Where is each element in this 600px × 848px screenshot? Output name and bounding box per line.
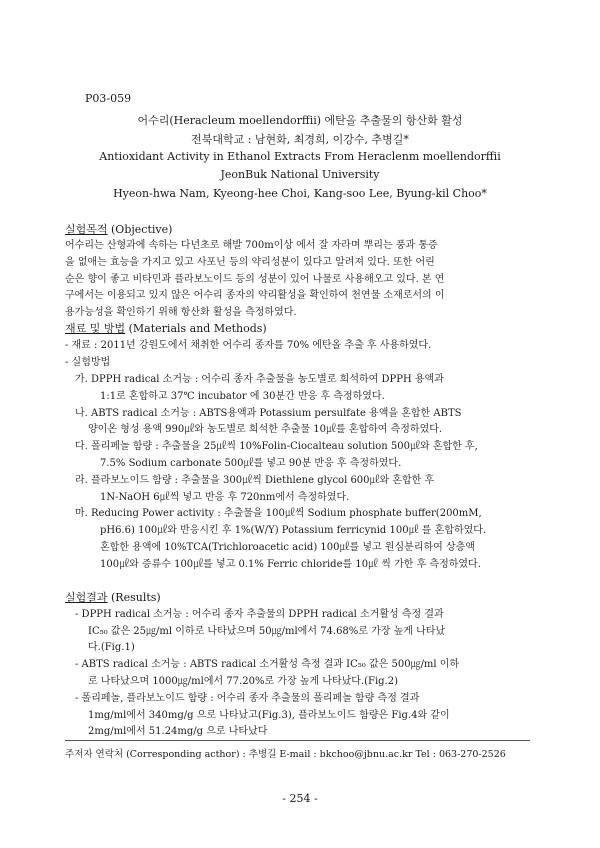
methods-line: 1:1로 혼합하고 37℃ incubator 에 30분간 반응 후 측정하였다. — [100, 391, 385, 402]
methods-line: 라. 플라보노이드 함량 : 추출물을 300㎕씩 Diethlene glycol 600㎕와 혼합한 후 — [75, 475, 435, 486]
affiliation-korean: 전북대학교 : 남현화, 최경희, 이강수, 추병길* — [191, 133, 409, 146]
page-number: - 254 - — [282, 792, 318, 805]
results-line: - DPPH radical 소거능 : 어수리 종자 추출물의 DPPH radical 소거활성 측정 결과 — [75, 609, 444, 620]
methods-heading — [65, 320, 267, 336]
methods-line: 7.5% Sodium carbonate 500㎕를 넣고 90분 반응 후 측정하였다. — [100, 458, 402, 469]
results-line: IC₅₀ 값은 25㎍/ml 이하로 나타났으며 50㎍/ml에서 74.68%로 가장 높게 나타났 — [88, 626, 446, 637]
methods-line: 1N-NaOH 6㎕씩 넣고 반응 후 720nm에서 측정하였다. — [100, 492, 350, 503]
methods-line: - 재료 : 2011년 강원도에서 채취한 어수리 종자를 70% 에탄올 추출 후 사용하였다. — [65, 340, 432, 351]
objective-heading — [65, 221, 172, 237]
methods-line: 혼합한 용액에 10%TCA(Trichloroacetic acid) 100㎕를 넣고 원심분리하여 상층액 — [100, 542, 475, 553]
results-heading-ko: 실험결과 — [65, 591, 108, 604]
results-line: - 폴리페놀, 플라보노이드 함량 : 어수리 종자 추출물의 폴리페놀 함량 측정 결과 — [75, 693, 420, 704]
methods-line: 마. Reducing Power activity : 추출물을 100㎕씩 Sodium phosphate buffer(200mM, — [75, 508, 482, 519]
objective-line: 순은 향이 좋고 비타민과 플라보노이드 등의 성분이 있어 나물로 사용해오고 있다. 본 연 — [65, 273, 445, 285]
methods-line: 양이온 형성 용액 990㎕와 농도별로 희석한 추출물 10㎕를 혼합하여 측정하였다. — [88, 424, 443, 435]
results-line: - ABTS radical 소거능 : ABTS radical 소거활성 측정 결과 IC₅₀ 값은 500㎍/ml 이하 — [75, 659, 460, 670]
methods-line: 나. ABTS radical 소거능 : ABTS용액과 Potassium persulfate 용액을 혼합한 ABTS — [75, 408, 462, 419]
title-korean: 어수리(Heracleum moellendorffii) 에탄올 추출물의 항산화 활성 — [137, 114, 463, 127]
methods-line: 가. DPPH radical 소거능 : 어수리 종자 추출물을 농도별로 희석하여 DPPH 용액과 — [75, 374, 444, 385]
results-line: 1mg/ml에서 340mg/g 으로 나타났고(Fig.3), 플라보노이드 함량은 Fig.4와 같이 — [88, 710, 450, 721]
results-line: 로 나타났으며 1000㎍/ml에서 77.20%로 가장 높게 나타났다.(Fig.2) — [88, 676, 398, 687]
objective-line: 을 없애는 효능을 가지고 있고 사포닌 등의 약리성분이 있다고 알려져 있다. 또한 어린 — [65, 256, 435, 268]
authors-english: Hyeon-hwa Nam, Kyeong-hee Choi, Kang-soo Lee, Byung-kil Choo* — [113, 187, 487, 200]
affiliation-english: JeonBuk National University — [220, 168, 380, 181]
methods-heading-en: (Materials and Methods) — [125, 322, 267, 335]
corresponding-author: 주저자 연락처 (Corresponding acthor) : 추병길 E-mail : bkchoo@jbnu.ac.kr Tel : 063-270-2526 — [65, 749, 506, 760]
objective-body — [65, 238, 535, 322]
objective-line: 용가능성을 확인하기 위해 항산화 활성을 측정하였다. — [65, 307, 297, 319]
footer-divider — [65, 740, 530, 741]
objective-heading-ko: 실험목적 — [65, 223, 108, 236]
objective-line: 구에서는 이용되고 있지 않은 어수리 종자의 약리활성을 확인하여 천연물 소재로서의 이 — [65, 290, 445, 302]
objective-line: 어수리는 산형과에 속하는 다년초로 해발 700m이상 에서 잘 자라며 뿌리는 풍과 통증 — [65, 240, 438, 251]
results-line: 2mg/ml에서 51.24mg/g 으로 나타났다 — [88, 726, 268, 737]
results-heading-en: (Results) — [107, 591, 161, 604]
methods-heading-ko: 재료 및 방법 — [65, 322, 126, 335]
methods-line: 다. 폴리페놀 함량 : 추출물을 25㎕씩 10%Folin-Ciocalteau solution 500㎕와 혼합한 후, — [75, 441, 478, 452]
methods-line: pH6.6) 100㎕와 반응시킨 후 1%(W/Y) Potassium ferricynid 100㎕ 를 혼합하였다. — [100, 525, 487, 536]
objective-heading-en: (Objective) — [107, 223, 173, 236]
paper-code: P03-059 — [85, 92, 132, 105]
results-line: 다.(Fig.1) — [88, 642, 135, 653]
methods-line: - 실험방법 — [65, 357, 111, 368]
title-english: Antioxidant Activity in Ethanol Extracts From Heraclenm moellendorffii — [99, 150, 501, 163]
methods-line: 100㎕와 증류수 100㎕를 넣고 0.1% Ferric chloride를 10㎕ 씩 가한 후 측정하였다. — [100, 559, 481, 570]
results-heading — [65, 589, 161, 605]
